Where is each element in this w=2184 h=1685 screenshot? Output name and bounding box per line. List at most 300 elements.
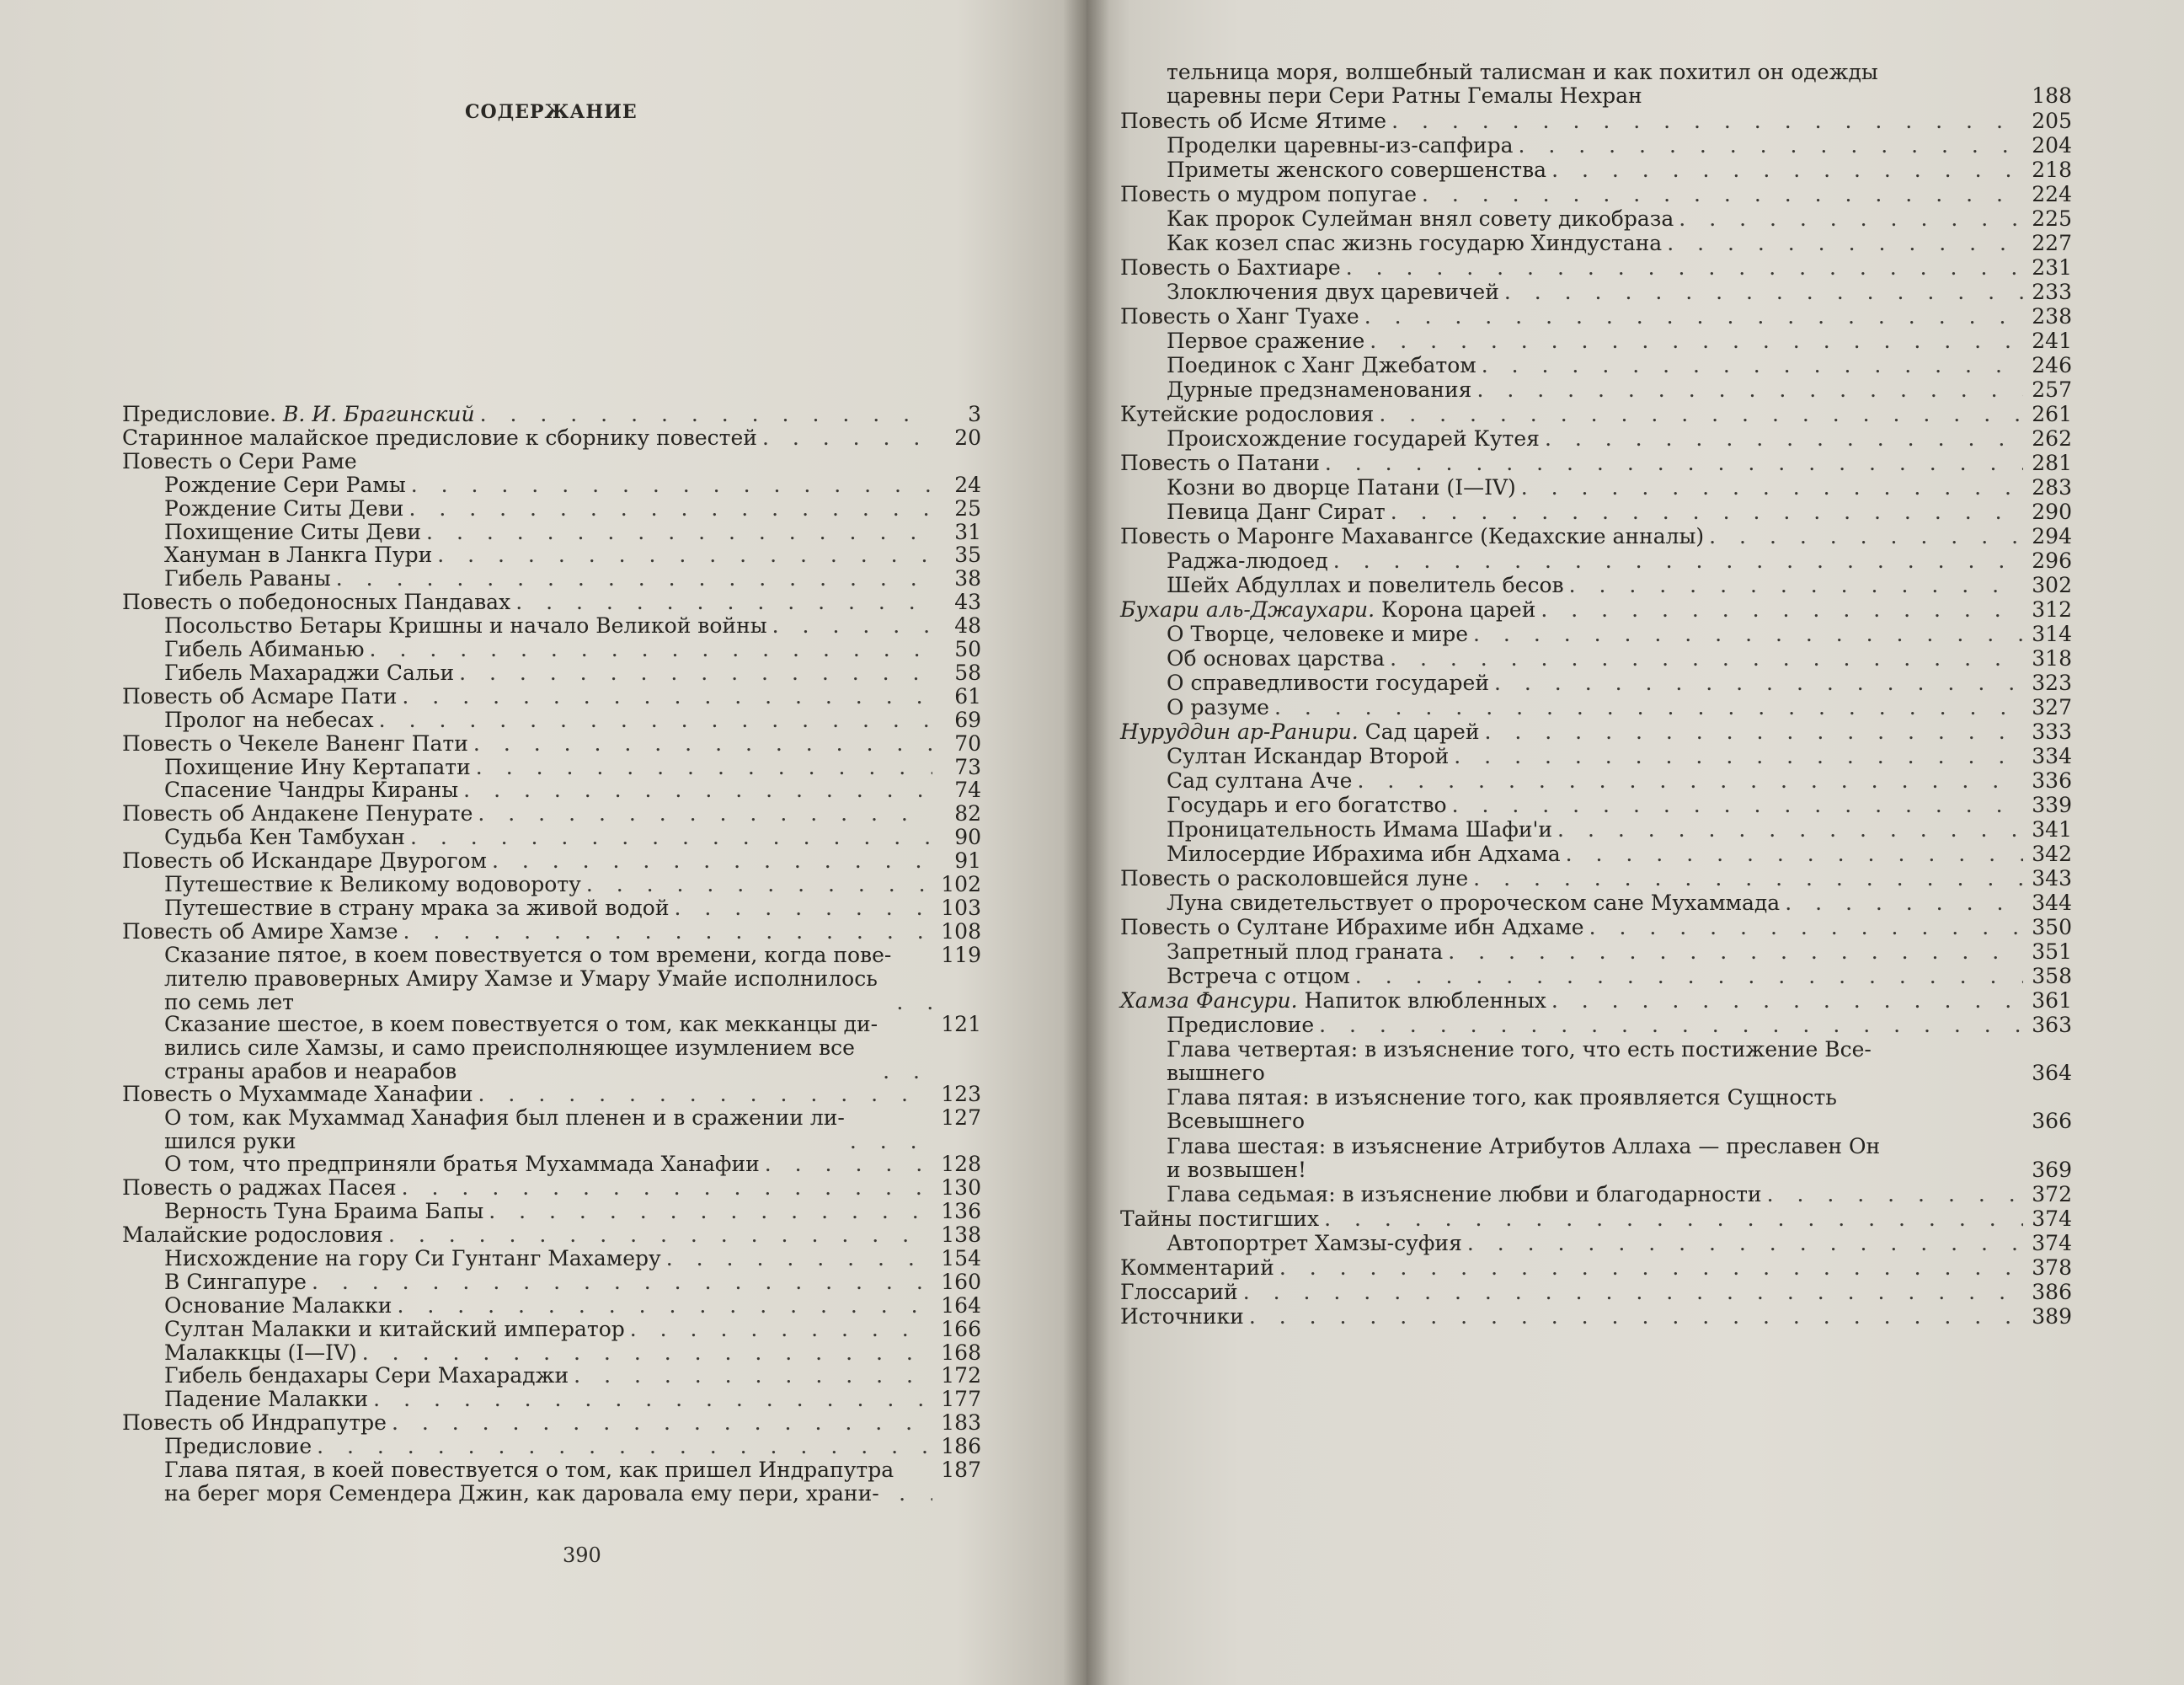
toc-entry-text: Напиток влюбленных <box>1304 987 1546 1013</box>
toc-entry-title: Дурные предзнаменования <box>1167 377 1472 402</box>
toc-leader-dots <box>370 638 932 661</box>
toc-leader-dots <box>463 778 932 802</box>
toc-entry <box>1167 745 2072 768</box>
toc-page-number: 386 <box>2032 1280 2072 1305</box>
left-page <box>0 0 1087 1685</box>
toc-entry-title: Повесть о Сери Раме <box>122 448 357 473</box>
toc-leader-dots <box>1346 256 2023 280</box>
toc-leader-dots <box>459 661 932 685</box>
toc-entry-title: Предисловие <box>164 1434 312 1459</box>
toc-page-number: 342 <box>2032 841 2072 866</box>
toc-page-number: 58 <box>954 660 981 685</box>
toc-entry-author: Хамза Фансури. <box>1120 987 1298 1013</box>
toc-leader-dots <box>1709 525 2023 548</box>
toc-entry-title: Повесть об Андакене Пенурате <box>122 801 473 826</box>
toc-entry <box>1167 329 2072 353</box>
toc-entry-title <box>164 944 891 1014</box>
toc-leader-dots <box>1545 427 2023 451</box>
toc-leader-dots <box>410 826 932 849</box>
toc-entry-line: шился руки <box>164 1129 296 1153</box>
toc-entry <box>122 685 981 709</box>
toc-page-number: 69 <box>954 707 981 732</box>
toc-entry-title: Путешествие в страну мрака за живой водой <box>164 895 670 920</box>
toc-entry-title: Луна свидетельствует о пророческом сане Мухаммада <box>1167 890 1781 915</box>
toc-leader-dots <box>1494 671 2023 695</box>
toc-leader-dots <box>1391 110 2023 133</box>
toc-entry <box>1120 916 2072 939</box>
toc-entry-title: Запретный плод граната <box>1167 939 1444 964</box>
toc-entry-text: Предисловие. <box>122 402 277 426</box>
toc-leader-dots <box>1679 207 2023 231</box>
toc-page-number: 302 <box>2032 572 2072 597</box>
toc-page-number: 241 <box>2032 328 2072 353</box>
toc-entry-title: Судьба Кен Тамбухан <box>164 825 405 850</box>
toc-entry-line: Глава четвертая: в изъяснение того, что есть постижение Все- <box>1167 1036 1872 1062</box>
toc-entry-title <box>164 1458 894 1506</box>
toc-page-number: 334 <box>2032 743 2072 768</box>
toc-page-number: 336 <box>2032 768 2072 793</box>
toc-entry-line: и возвышен! <box>1167 1157 1307 1182</box>
toc-leader-dots <box>586 873 932 896</box>
toc-entry-title: Гибель Раваны <box>164 566 331 591</box>
toc-leader-dots <box>1467 1232 2023 1255</box>
toc-leader-dots <box>1370 329 2023 353</box>
toc-leader-dots <box>1279 1256 2023 1280</box>
toc-leader-dots <box>1422 183 2023 206</box>
toc-page-number: 225 <box>2032 206 2072 231</box>
toc-entry-title: Повесть об Амире Хамзе <box>122 918 398 944</box>
toc-entry-title: Повесть об Исме Ятиме <box>1120 108 1387 133</box>
toc-entry <box>164 1388 981 1411</box>
toc-leader-dots <box>373 1388 932 1411</box>
toc-page-number: 130 <box>941 1175 981 1201</box>
toc-page-number: 123 <box>941 1082 981 1107</box>
toc-page-number: 154 <box>941 1245 981 1270</box>
toc-entry <box>164 709 981 732</box>
toc-page-number: 166 <box>941 1316 981 1341</box>
toc-entry <box>164 661 981 685</box>
toc-leader-dots <box>1333 549 2023 573</box>
toc-leader-dots <box>883 1060 932 1083</box>
toc-leader-dots <box>1319 1014 2023 1037</box>
toc-entry <box>122 403 981 426</box>
toc-page-number: 119 <box>941 942 981 967</box>
toc-page-number: 341 <box>2032 816 2072 842</box>
toc-entry <box>1120 305 2072 329</box>
toc-page-number: 374 <box>2032 1231 2072 1256</box>
toc-entry <box>164 638 981 661</box>
toc-page-number: 351 <box>2032 939 2072 964</box>
toc-entry <box>1167 134 2072 158</box>
toc-page-number: 74 <box>954 778 981 803</box>
toc-page-number: 24 <box>954 472 981 497</box>
toc-entry-title: Малайские родословия <box>122 1222 383 1247</box>
toc-entry <box>122 1411 981 1435</box>
toc-leader-dots <box>1324 1207 2023 1231</box>
toc-entry <box>1167 818 2072 842</box>
toc-entry-line: Глава пятая: в изъяснение того, как проявляется Сущность <box>1167 1085 1837 1110</box>
toc-page-number: 339 <box>2032 792 2072 817</box>
toc-leader-dots <box>1767 1183 2023 1206</box>
toc-entry-title: Источники <box>1120 1304 1244 1329</box>
toc-entry <box>1167 794 2072 817</box>
toc-leader-dots <box>1454 745 2023 768</box>
toc-entry-line: по семь лет <box>164 989 294 1014</box>
toc-entry <box>164 1435 981 1458</box>
toc-entry <box>1120 1305 2072 1329</box>
toc-entry-title: Козни во дворце Патани (I—IV) <box>1167 474 1516 500</box>
toc-page-number: 73 <box>954 754 981 779</box>
toc-entry-title: Происхождение государей Кутея <box>1167 425 1540 451</box>
toc-page-number: 389 <box>2032 1304 2072 1329</box>
toc-leader-dots <box>1551 989 2023 1013</box>
toc-page-number: 333 <box>2032 719 2072 744</box>
toc-leader-dots <box>426 521 932 544</box>
toc-page-number: 290 <box>2032 499 2072 524</box>
toc-entry <box>122 591 981 614</box>
toc-leader-dots <box>1667 232 2023 255</box>
toc-entry-title: Гибель бендахары Сери Махараджи <box>164 1363 569 1388</box>
toc-entry <box>1167 1038 2072 1085</box>
toc-page-number: 378 <box>2032 1255 2072 1281</box>
toc-entry-title: Похищение Ситы Деви <box>164 519 422 544</box>
toc-entry-title: Комментарий <box>1120 1255 1274 1281</box>
toc-leader-dots <box>1482 354 2023 377</box>
toc-entry <box>1120 525 2072 548</box>
toc-entry-title: О справедливости государей <box>1167 670 1490 695</box>
toc-entry-title <box>1167 61 2028 108</box>
toc-entry <box>164 567 981 591</box>
toc-entry-title: Повесть о Чекеле Ваненг Пати <box>122 730 468 756</box>
toc-leader-dots <box>574 1364 932 1388</box>
toc-entry-title: Повесть о Ханг Туахе <box>1120 303 1359 329</box>
book-gutter-shadow <box>1063 0 1109 1685</box>
toc-leader-dots <box>336 567 932 591</box>
toc-entry-title: Повесть о Султане Ибрахиме ибн Адхаме <box>1120 914 1584 939</box>
toc-leader-dots <box>403 920 932 944</box>
toc-entry-line: лителю правоверных Амиру Хамзе и Умару Умайе исполнилось <box>164 966 878 991</box>
toc-entry-title: Падение Малакки <box>164 1387 369 1412</box>
toc-entry <box>164 873 981 896</box>
toc-entry <box>164 896 981 920</box>
toc-leader-dots <box>312 1270 932 1294</box>
toc-leader-dots <box>362 1341 932 1365</box>
toc-page-number: 366 <box>2032 1109 2072 1134</box>
toc-leader-dots <box>1274 696 2023 719</box>
toc-page-number: 25 <box>954 495 981 521</box>
toc-entry <box>164 1364 981 1388</box>
toc-entry <box>1167 281 2072 304</box>
toc-entry-title: О Творце, человеке и мире <box>1167 621 1469 646</box>
toc-entry-title <box>164 1013 878 1083</box>
toc-leader-dots <box>772 614 932 638</box>
toc-page-number: 231 <box>2032 254 2072 280</box>
toc-page-number: 128 <box>941 1152 981 1177</box>
toc-entry <box>1120 867 2072 891</box>
toc-entry <box>1120 452 2072 475</box>
toc-entry-title: Похищение Ину Кертапати <box>164 754 471 779</box>
toc-entry-title: Глоссарий <box>1120 1280 1238 1305</box>
toc-entry <box>122 1083 981 1106</box>
toc-entry <box>164 1247 981 1270</box>
toc-leader-dots <box>317 1435 932 1458</box>
toc-entry-author: Нуруддин ар-Ранири. <box>1120 719 1359 744</box>
toc-entry-title: Повесть об Искандаре Двурогом <box>122 848 487 874</box>
toc-entry <box>1167 549 2072 573</box>
toc-leader-dots <box>1476 378 2023 402</box>
toc-page-number: 218 <box>2032 157 2072 182</box>
toc-page-number: 361 <box>2032 987 2072 1013</box>
toc-page-number: 108 <box>941 918 981 944</box>
toc-leader-dots <box>1541 598 2023 622</box>
toc-entry <box>1167 500 2072 524</box>
toc-page-number: 177 <box>941 1387 981 1412</box>
toc-entry <box>1167 1183 2072 1206</box>
toc-entry <box>164 1013 981 1083</box>
toc-page-number: 172 <box>941 1363 981 1388</box>
toc-entry <box>1167 354 2072 377</box>
toc-page-number: 296 <box>2032 548 2072 573</box>
toc-entry-text: Корона царей <box>1380 596 1536 622</box>
toc-entry-title <box>1167 1135 2028 1182</box>
toc-entry-title: Повесть о мудром попугае <box>1120 181 1417 206</box>
toc-entry <box>1167 1232 2072 1255</box>
toc-leader-dots <box>666 1247 932 1270</box>
toc-leader-dots <box>478 1083 932 1106</box>
toc-page-number: 102 <box>941 872 981 896</box>
toc-entry-title: Злоключения двух царевичей <box>1167 279 1499 304</box>
toc-page-number: 82 <box>954 801 981 826</box>
toc-page-number: 281 <box>2032 450 2072 475</box>
toc-leader-dots <box>850 1130 932 1153</box>
toc-entry <box>1167 842 2072 866</box>
toc-entry <box>164 1200 981 1223</box>
toc-entry <box>1167 378 2072 402</box>
toc-entry-title: Нисхождение на гору Си Гунтанг Махамеру <box>164 1245 661 1270</box>
toc-leader-dots <box>1325 452 2023 475</box>
toc-entry <box>164 1458 981 1506</box>
toc-entry <box>1167 1135 2072 1182</box>
toc-leader-dots <box>1390 647 2023 671</box>
toc-entry <box>164 473 981 497</box>
toc-entry <box>1120 720 2072 744</box>
toc-entry-title: Повесть о Патани <box>1120 450 1320 475</box>
toc-page-number: 261 <box>2032 401 2072 426</box>
toc-page-number: 238 <box>2032 303 2072 329</box>
toc-entry <box>1167 671 2072 695</box>
toc-entry <box>1167 1086 2072 1133</box>
toc-entry-title <box>1120 598 1535 622</box>
toc-entry <box>1167 623 2072 646</box>
toc-entry <box>1167 1014 2072 1037</box>
toc-entry <box>1167 769 2072 793</box>
toc-entry <box>1120 183 2072 206</box>
toc-page-number: 183 <box>941 1410 981 1436</box>
toc-entry <box>1167 427 2072 451</box>
toc-entry-line: Сказание пятое, в коем повествуется о том времени, когда пове- <box>164 942 892 967</box>
toc-entry <box>164 543 981 567</box>
toc-leader-dots <box>675 896 932 920</box>
toc-entry-title: Глава седьмая: в изъяснение любви и благодарности <box>1167 1182 1762 1207</box>
toc-entry <box>1167 647 2072 671</box>
toc-entry-title: Повесть о Маронге Махавангсе (Кедахские анналы) <box>1120 523 1705 548</box>
toc-entry-title: Об основах царства <box>1167 645 1386 671</box>
toc-page-number: 350 <box>2032 914 2072 939</box>
toc-entry <box>122 849 981 873</box>
toc-page-number: 312 <box>2032 596 2072 622</box>
toc-page-number: 363 <box>2032 1012 2072 1037</box>
toc-entry-title: Повесть о раджах Пасея <box>122 1175 397 1201</box>
toc-entry-title: Милосердие Ибрахима ибн Адхама <box>1167 841 1561 866</box>
toc-entry <box>164 614 981 638</box>
toc-page-number: 233 <box>2032 279 2072 304</box>
toc-entry <box>164 1341 981 1365</box>
toc-entry-line: Глава пятая, в коей повествуется о том, как пришел Индрапутра <box>164 1458 894 1482</box>
toc-leader-dots <box>478 802 932 826</box>
toc-entry-title: Султан Малакки и китайский император <box>164 1316 625 1341</box>
toc-page-number: 369 <box>2032 1157 2072 1182</box>
toc-page-number: 318 <box>2032 645 2072 671</box>
toc-leader-dots <box>1557 818 2023 842</box>
toc-entry-title: Рождение Ситы Деви <box>164 495 404 521</box>
toc-entry <box>1167 940 2072 964</box>
toc-leader-dots <box>1473 867 2023 891</box>
toc-page-number: 344 <box>2032 890 2072 915</box>
toc-entry-title: О том, что предприняли братья Мухаммада Ханафии <box>164 1152 760 1177</box>
toc-page-number: 50 <box>954 637 981 661</box>
toc-leader-dots <box>1521 476 2023 500</box>
toc-entry-title: Автопортрет Хамзы-суфия <box>1167 1231 1462 1256</box>
toc-entry-title: Поединок с Ханг Джебатом <box>1167 352 1476 377</box>
toc-entry <box>164 1294 981 1318</box>
toc-entry-author: Бухари аль-Джаухари. <box>1120 596 1375 622</box>
toc-entry <box>164 521 981 544</box>
toc-leader-dots <box>1566 842 2023 866</box>
toc-entry <box>1167 476 2072 500</box>
toc-page-number: 364 <box>2032 1060 2072 1085</box>
toc-entry-title: Верность Туна Браима Бапы <box>164 1199 484 1224</box>
toc-page-number: 372 <box>2032 1182 2072 1207</box>
toc-entry <box>1167 965 2072 988</box>
toc-entry <box>1120 403 2072 426</box>
toc-entry-title: Государь и его богатство <box>1167 792 1447 817</box>
toc-leader-dots <box>1391 500 2023 524</box>
toc-page-number: 262 <box>2032 425 2072 451</box>
toc-page-number: 204 <box>2032 132 2072 158</box>
toc-page-number: 20 <box>954 425 981 450</box>
toc-page-number: 323 <box>2032 670 2072 695</box>
toc-leader-dots <box>762 426 932 450</box>
toc-entry <box>1120 256 2072 280</box>
toc-page-number: 90 <box>954 825 981 850</box>
toc-leader-dots <box>899 1482 932 1506</box>
toc-page-number: 227 <box>2032 230 2072 255</box>
toc-leader-dots <box>1379 403 2023 426</box>
toc-entry-title: Как козел спас жизнь государю Хиндустана <box>1167 230 1663 255</box>
toc-entry-title: Повесть о расколовшейся луне <box>1120 865 1469 891</box>
toc-page-number: 327 <box>2032 694 2072 719</box>
toc-entry-title: Повесть об Асмаре Пати <box>122 683 398 709</box>
toc-entry-line: вились силе Хамзы, и само преисполняющее изумлением все <box>164 1035 855 1061</box>
toc-leader-dots <box>1551 158 2023 182</box>
toc-leader-dots <box>476 756 932 779</box>
toc-entry-title: Спасение Чандры Кираны <box>164 778 459 803</box>
toc-entry-line: тельница моря, волшебный талисман и как похитил он одежды <box>1167 60 1878 84</box>
toc-page-number: 374 <box>2032 1206 2072 1232</box>
toc-page-number: 294 <box>2032 523 2072 548</box>
toc-entry-title: Путешествие к Великому водовороту <box>164 872 581 896</box>
toc-page-number: 314 <box>2032 621 2072 646</box>
toc-entry <box>1120 989 2072 1013</box>
toc-page-number: 3 <box>968 402 981 426</box>
toc-page-number: 187 <box>941 1458 981 1482</box>
toc-entry-title <box>1120 989 1546 1013</box>
toc-entry <box>164 1153 981 1176</box>
toc-entry <box>164 826 981 849</box>
toc-leader-dots <box>411 473 932 497</box>
toc-entry <box>122 1223 981 1247</box>
toc-page-number: 35 <box>954 543 981 568</box>
toc-page-number: 186 <box>941 1434 981 1459</box>
toc-leader-dots <box>489 1200 932 1223</box>
toc-page-number: 48 <box>954 613 981 639</box>
toc-page-number: 168 <box>941 1340 981 1365</box>
toc-entry-title: Гибель Махараджи Сальи <box>164 660 455 685</box>
toc-entry-author: В. И. Брагинский <box>283 402 475 426</box>
toc-leader-dots <box>765 1153 932 1176</box>
toc-entry-line: страны арабов и неарабов <box>164 1059 457 1084</box>
toc-leader-dots <box>473 732 932 756</box>
toc-page-number: 31 <box>954 519 981 544</box>
toc-entry <box>1167 574 2072 597</box>
toc-leader-dots <box>630 1318 932 1341</box>
toc-leader-dots <box>1569 574 2023 597</box>
toc-leader-dots <box>1243 1281 2023 1304</box>
toc-entry-line: вышнего <box>1167 1060 1265 1085</box>
toc-entry-title: Проделки царевны-из-сапфира <box>1167 132 1514 158</box>
toc-page-number: 283 <box>2032 474 2072 500</box>
toc-page-number: 121 <box>941 1012 981 1037</box>
toc-entry-title: Основание Малакки <box>164 1292 392 1318</box>
toc-entry <box>1167 232 2072 255</box>
toc-entry <box>1120 1256 2072 1280</box>
toc-leader-dots <box>402 685 932 709</box>
toc-entry-line: О том, как Мухаммад Ханафия был пленен и в сражении ли- <box>164 1105 845 1130</box>
toc-page-number: 61 <box>954 683 981 709</box>
toc-entry <box>1120 1207 2072 1231</box>
toc-page-number: 205 <box>2032 108 2072 133</box>
toc-entry-title: Посольство Бетары Кришны и начало Великой войны <box>164 613 767 639</box>
toc-entry <box>122 802 981 826</box>
toc-entry-title: Рождение Сери Рамы <box>164 472 406 497</box>
toc-entry-title: В Сингапуре <box>164 1269 307 1294</box>
toc-entry-title: Малаккцы (I—IV) <box>164 1340 357 1365</box>
toc-entry <box>164 1270 981 1294</box>
toc-entry-title: Старинное малайское предисловие к сборнику повестей <box>122 425 757 450</box>
toc-leader-dots <box>492 849 932 873</box>
toc-leader-dots <box>1357 769 2023 793</box>
toc-leader-dots <box>1504 281 2023 304</box>
toc-entry-title: Тайны постигших <box>1120 1206 1320 1232</box>
toc-page-number: 138 <box>941 1222 981 1247</box>
toc-leader-dots <box>1473 623 2023 646</box>
toc-entry <box>1167 61 2072 108</box>
toc-entry-title: Проницательность Имама Шафи'и <box>1167 816 1553 842</box>
toc-leader-dots <box>397 1294 932 1318</box>
toc-entry <box>1120 598 2072 622</box>
toc-page-number: 358 <box>2032 963 2072 988</box>
toc-entry <box>1167 207 2072 231</box>
